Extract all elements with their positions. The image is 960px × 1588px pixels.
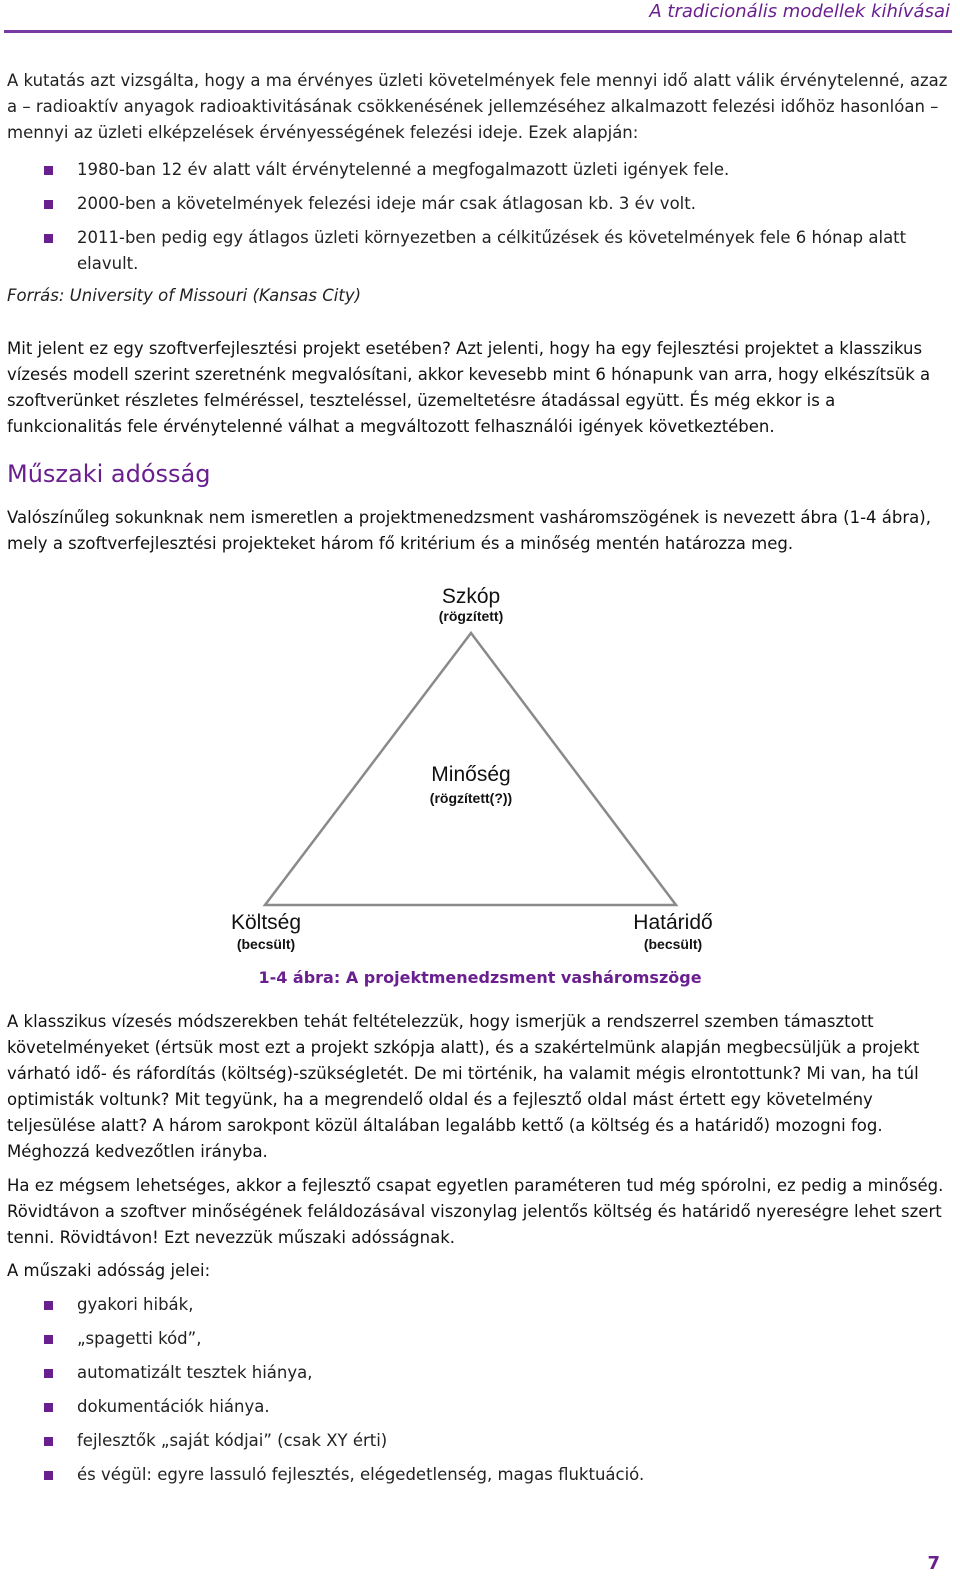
finding-text: 2000-ben a követelmények felezési ideje már csak átlagosan kb. 3 év volt. <box>77 194 696 213</box>
bullet-square-icon <box>44 1369 53 1378</box>
waterfall-paragraph: Mit jelent ez egy szoftverfejlesztési projekt esetében? Azt jelenti, hogy ha egy fejlesztési projektet a klasszikus vízesés modell szerint szeretnénk megvalósítani, akkor kevesebb mint 6 hónapunk van arra, hogy elkészítsük a szoftverünket részletes felméréssel, teszteléssel, üzemeltetésre átadással együtt. És még ekkor is a funkcionalitás fele érvénytelenné válhat a megváltozott felhasználói igények következtében. <box>7 339 931 436</box>
sign-text: gyakori hibák, <box>77 1295 194 1314</box>
cost-sublabel: (becsült) <box>236 936 296 952</box>
sign-text: dokumentációk hiánya. <box>77 1397 270 1416</box>
header-rule <box>4 30 952 33</box>
sign-item <box>44 1292 944 1318</box>
finding-item <box>44 225 944 277</box>
intro-paragraph: A kutatás azt vizsgálta, hogy a ma érvényes üzleti követelmények fele mennyi idő alatt válik érvénytelenné, azaz a – radioaktív anyagok radioaktivitásának csökkenésének jellemzéséhez alkalmazott felezési időhöz hasonlóan – mennyi az üzleti elképzelések érvényességének felezési ideje. Ezek alapján: <box>7 71 948 142</box>
sign-text: automatizált tesztek hiánya, <box>77 1363 313 1382</box>
bullet-square-icon <box>44 1471 53 1480</box>
page-header <box>0 0 960 34</box>
sign-item <box>44 1462 944 1488</box>
sign-item <box>44 1394 944 1420</box>
bullet-square-icon <box>44 200 53 209</box>
figure-caption: 1-4 ábra: A projektmenedzsment vasháromszöge <box>258 968 702 987</box>
header-title: A tradicionális modellek kihívásai <box>649 1 950 22</box>
finding-item <box>44 157 944 183</box>
bullet-square-icon <box>44 166 53 175</box>
sign-item <box>44 1326 944 1352</box>
scope-label: Szkóp <box>441 585 501 608</box>
quality-paragraph: Ha ez mégsem lehetséges, akkor a fejlesztő csapat egyetlen paraméteren tud még spórolni, ez pedig a minőség. Rövidtávon a szoftver minőségének feláldozásával viszonylag jelentős költség és határidő nyereségre lehet szert tenni. Rövidtávon! Ezt nevezzük műszaki adósságnak. <box>7 1176 944 1247</box>
triangle-paragraph: Valószínűleg sokunknak nem ismeretlen a projektmenedzsment vasháromszögének is nevezett ábra (1-4 ábra), mely a szoftverfejlesztési projekteket három fő kritérium és a minőség mentén határozza meg. <box>7 508 931 553</box>
quality-sublabel: (rögzített(?)) <box>429 790 513 806</box>
finding-text: 1980-ban 12 év alatt vált érvénytelenné a megfogalmazott üzleti igények fele. <box>77 160 730 179</box>
sign-text: „spagetti kód”, <box>77 1329 202 1348</box>
bullet-square-icon <box>44 1335 53 1344</box>
finding-item <box>44 191 944 217</box>
sign-item <box>44 1360 944 1386</box>
iron-triangle-diagram <box>0 575 960 965</box>
sign-text: fejlesztők „saját kódjai” (csak XY érti) <box>77 1431 388 1450</box>
classic-paragraph: A klasszikus vízesés módszerekben tehát feltételezzük, hogy ismerjük a rendszerrel szemben támasztott követelményeket (értsük most ezt a projekt szkópja alatt), és a szakértelmünk alapján megbecsüljük a projekt várható idő- és ráfordítás (költség)-szükségletét. De mi történik, ha valamit mégis elrontottunk? Mi van, ha túl optimisták voltunk? Mit tegyünk, ha a megrendelő oldal és a fejlesztő oldal mást értett egy követelmény teljesülése alatt? A három sarokpont közül általában legalább kettő (a költség és a határidő) mozogni fog. Méghozzá kedvezőtlen irányba. <box>7 1012 920 1161</box>
quality-label: Minőség <box>431 763 511 786</box>
bullet-square-icon <box>44 1403 53 1412</box>
bullet-square-icon <box>44 1301 53 1310</box>
page-number: 7 <box>927 1553 940 1574</box>
section-heading: Műszaki adósság <box>7 460 211 488</box>
scope-sublabel: (rögzített) <box>438 608 504 624</box>
bullet-square-icon <box>44 1437 53 1446</box>
signs-list <box>44 1292 944 1488</box>
sign-text: és végül: egyre lassuló fejlesztés, elégedetlenség, magas fluktuáció. <box>77 1465 645 1484</box>
cost-label: Költség <box>230 911 302 934</box>
signs-intro: A műszaki adósság jelei: <box>7 1261 211 1280</box>
bullet-square-icon <box>44 234 53 243</box>
deadline-sublabel: (becsült) <box>643 936 703 952</box>
finding-text: 2011-ben pedig egy átlagos üzleti környezetben a célkitűzések és követelmények fele 6 hónap alatt elavult. <box>77 228 907 273</box>
sign-item <box>44 1428 944 1454</box>
source-citation: Forrás: University of Missouri (Kansas City) <box>7 286 362 305</box>
deadline-label: Határidő <box>633 911 713 934</box>
findings-list <box>44 157 944 277</box>
